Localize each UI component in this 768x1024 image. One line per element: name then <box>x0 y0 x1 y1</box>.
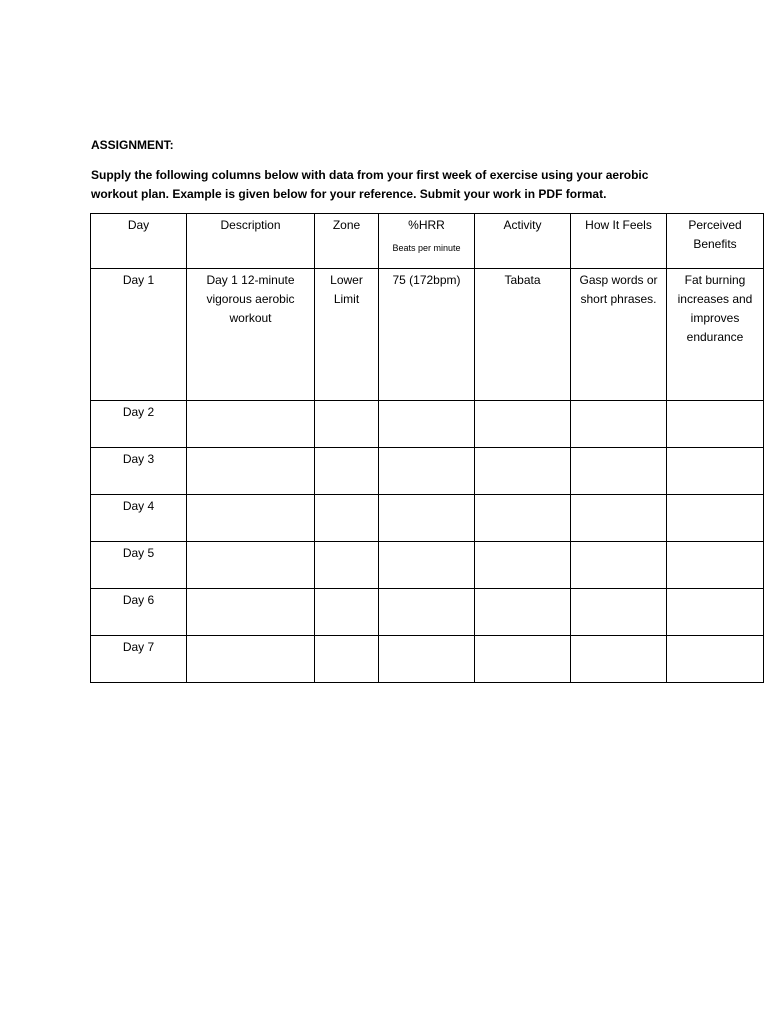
cell-how-it-feels[interactable] <box>571 448 667 495</box>
table-row <box>91 448 764 495</box>
cell-how-it-feels[interactable] <box>571 636 667 683</box>
cell-activity: Tabata <box>475 269 571 401</box>
cell-perceived-benefits[interactable] <box>667 495 764 542</box>
cell-description[interactable] <box>187 448 315 495</box>
assignment-heading: ASSIGNMENT: <box>91 138 174 152</box>
header-activity: Activity <box>475 214 571 269</box>
cell-perceived-benefits[interactable] <box>667 401 764 448</box>
cell-perceived-benefits: Fat burning increases and improves endurance <box>667 269 764 401</box>
cell-perceived-benefits[interactable] <box>667 589 764 636</box>
cell-how-it-feels[interactable] <box>571 589 667 636</box>
cell-hrr[interactable] <box>379 589 475 636</box>
cell-hrr[interactable] <box>379 448 475 495</box>
cell-how-it-feels: Gasp words or short phrases. <box>571 269 667 401</box>
instructions-line-2: workout plan. Example is given below for your reference. Submit your work in PDF format. <box>91 187 607 201</box>
cell-description[interactable] <box>187 401 315 448</box>
header-perceived-benefits: Perceived Benefits <box>667 214 764 269</box>
cell-activity[interactable] <box>475 589 571 636</box>
assignment-instructions <box>91 166 691 204</box>
table-row <box>91 542 764 589</box>
cell-zone[interactable] <box>315 542 379 589</box>
cell-description[interactable] <box>187 589 315 636</box>
cell-hrr[interactable] <box>379 495 475 542</box>
cell-how-it-feels[interactable] <box>571 495 667 542</box>
table-row <box>91 495 764 542</box>
cell-activity[interactable] <box>475 448 571 495</box>
cell-day: Day 1 <box>91 269 187 401</box>
header-hrr <box>379 214 475 269</box>
cell-hrr[interactable] <box>379 401 475 448</box>
table-row <box>91 636 764 683</box>
cell-hrr[interactable] <box>379 542 475 589</box>
cell-zone[interactable] <box>315 495 379 542</box>
cell-perceived-benefits[interactable] <box>667 448 764 495</box>
table-row <box>91 589 764 636</box>
header-zone: Zone <box>315 214 379 269</box>
cell-zone[interactable] <box>315 636 379 683</box>
header-how-it-feels: How It Feels <box>571 214 667 269</box>
header-hrr-label: %HRR <box>408 218 445 232</box>
instructions-line-1: Supply the following columns below with data from your first week of exercise using your aerobic <box>91 168 649 182</box>
cell-activity[interactable] <box>475 542 571 589</box>
header-hrr-sublabel: Beats per minute <box>392 243 461 253</box>
exercise-log-table <box>90 213 764 683</box>
table-row-example <box>91 269 764 401</box>
table-header-row <box>91 214 764 269</box>
cell-hrr: 75 (172bpm) <box>379 269 475 401</box>
cell-how-it-feels[interactable] <box>571 542 667 589</box>
cell-zone[interactable] <box>315 448 379 495</box>
cell-day: Day 6 <box>91 589 187 636</box>
cell-description: Day 1 12-minute vigorous aerobic workout <box>187 269 315 401</box>
cell-how-it-feels[interactable] <box>571 401 667 448</box>
cell-zone[interactable] <box>315 589 379 636</box>
cell-activity[interactable] <box>475 401 571 448</box>
table-row <box>91 401 764 448</box>
cell-activity[interactable] <box>475 636 571 683</box>
cell-description[interactable] <box>187 636 315 683</box>
cell-day: Day 5 <box>91 542 187 589</box>
cell-day: Day 3 <box>91 448 187 495</box>
cell-zone[interactable] <box>315 401 379 448</box>
cell-hrr[interactable] <box>379 636 475 683</box>
cell-day: Day 2 <box>91 401 187 448</box>
cell-description[interactable] <box>187 542 315 589</box>
header-day: Day <box>91 214 187 269</box>
cell-perceived-benefits[interactable] <box>667 542 764 589</box>
cell-zone: Lower Limit <box>315 269 379 401</box>
cell-description[interactable] <box>187 495 315 542</box>
cell-day: Day 4 <box>91 495 187 542</box>
cell-day: Day 7 <box>91 636 187 683</box>
cell-activity[interactable] <box>475 495 571 542</box>
header-description: Description <box>187 214 315 269</box>
cell-perceived-benefits[interactable] <box>667 636 764 683</box>
